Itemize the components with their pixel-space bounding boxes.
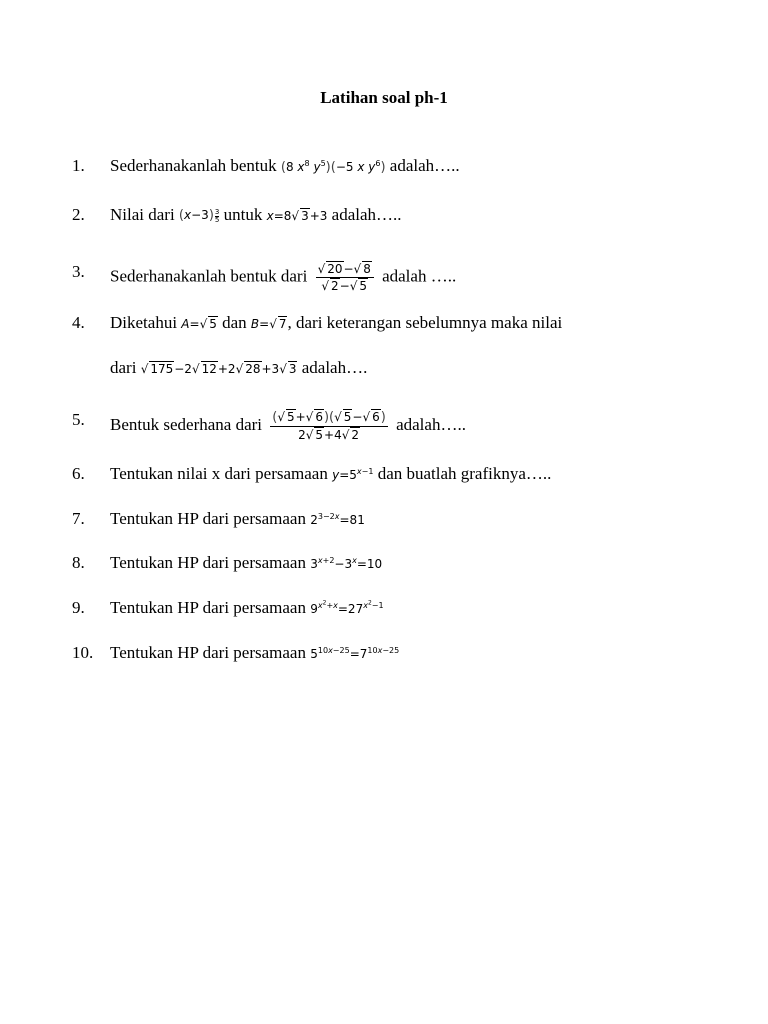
question-number: 2. — [72, 205, 85, 224]
question-text-end: adalah….. — [391, 414, 466, 434]
question-text: Diketahui — [110, 313, 182, 332]
question-text-end: dan buatlah grafiknya….. — [377, 464, 552, 483]
question-text: Sederhanakanlah bentuk dari — [110, 266, 312, 286]
question-text: Nilai dari — [110, 205, 179, 224]
question-number: 7. — [72, 509, 85, 528]
math-expression: √ 175−2√ 12+2√ 28+3√ 3 — [140, 362, 297, 377]
question-text-end: adalah ….. — [377, 266, 457, 286]
question-number: 6. — [72, 464, 85, 483]
question-number: 4. — [72, 313, 85, 332]
math-expression: B=√ 7 — [250, 317, 287, 332]
question-text: Tentukan HP dari persamaan — [110, 553, 311, 572]
math-expression: (8 $x^8$ $y^5)(-5$ x $y^6$) — [280, 158, 386, 175]
question-text: dari — [110, 358, 141, 377]
question-text-end: adalah…. — [301, 358, 368, 377]
question-text-mid: untuk — [219, 205, 267, 224]
math-expression: $\frac{(√ 5+√ 6)(√ 5-√ 6)}{2√ 5+4√ 2}$ — [272, 410, 386, 442]
question-number: 9. — [72, 598, 85, 617]
math-expression: $9^{x^2+x}=27^{x^2-1}$ — [310, 599, 384, 617]
question-text-end: , dari keterangan sebelumnya maka nilai — [287, 313, 563, 332]
question-number: 1. — [72, 156, 85, 175]
question-text: Bentuk sederhana dari — [110, 414, 267, 434]
question-number: 5. — [72, 410, 85, 429]
question-text: Tentukan HP dari persamaan — [110, 598, 311, 617]
question-number: 3. — [72, 262, 85, 281]
question-number: 10. — [72, 643, 94, 662]
question-text: Tentukan HP dari persamaan — [110, 643, 311, 662]
math-expression: A=√ 5 — [181, 317, 217, 332]
math-expression: $\frac{√ 20-√ 8}{√ 2-√ 5}$ — [312, 262, 378, 293]
math-expression: $3^{x+2}-3^x=10$ — [310, 556, 383, 572]
question-text: Tentukan nilai x dari persamaan — [110, 464, 333, 483]
math-expression: (x−3) $\frac{3}{5}$ — [178, 208, 220, 225]
question-text: Sederhanakanlah bentuk — [110, 156, 281, 175]
question-text-end: adalah….. — [331, 205, 402, 224]
math-expression: $5^{10x-25}=7^{10x-25}$ — [310, 646, 400, 662]
math-expression: x=8√ 3+3 — [266, 209, 328, 224]
question-number: 8. — [72, 553, 85, 572]
math-expression: $2^{3-2x}=81$ — [310, 512, 365, 528]
page-title: Latihan soal ph-1 — [320, 88, 448, 107]
question-text: Tentukan HP dari persamaan — [110, 509, 311, 528]
question-text-mid: dan — [217, 313, 251, 332]
math-expression: $y=5^{x-1}$ — [332, 467, 374, 483]
question-text-end: adalah….. — [389, 156, 460, 175]
